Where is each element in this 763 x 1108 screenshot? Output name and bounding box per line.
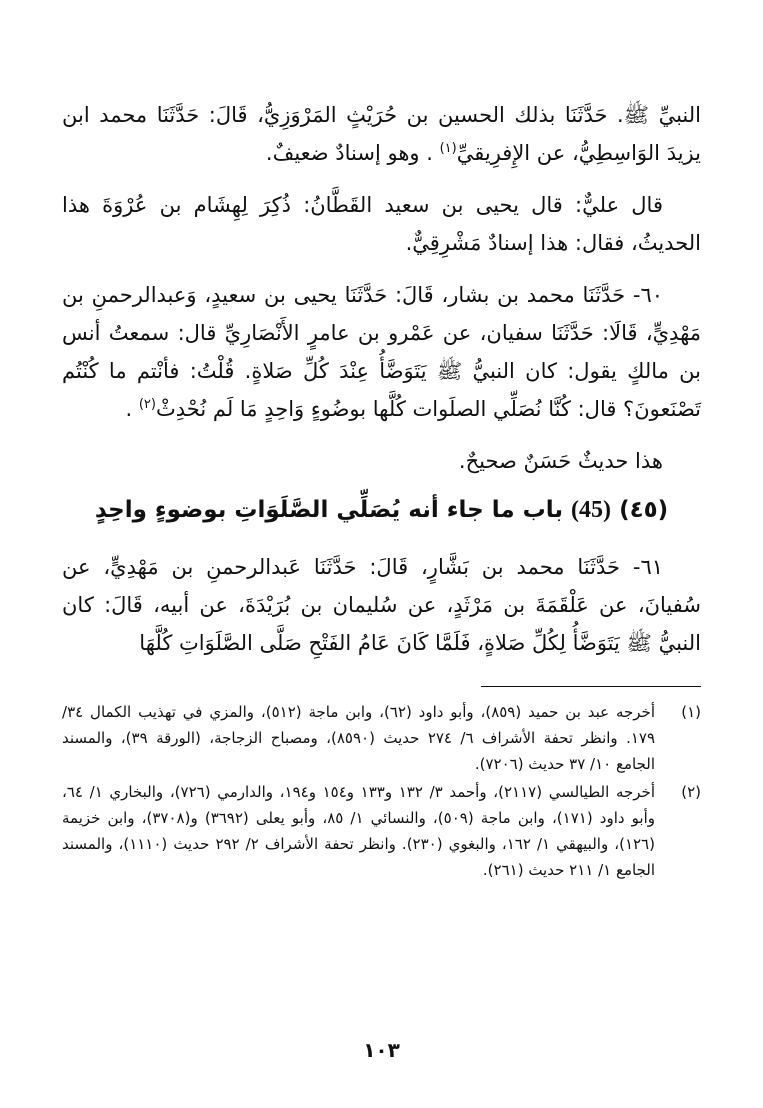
- footnote-ref-1[interactable]: (١): [439, 141, 457, 156]
- chapter-number-latin: (45): [571, 497, 612, 523]
- hadith-grade: هذا حديثٌ حَسَنٌ صحيحٌ.: [458, 449, 663, 473]
- page-number: ١٠٣: [363, 1038, 400, 1062]
- hadith-text: ٦٠- حَدَّثَنَا محمد بن بشار، قَالَ: حَدَّثَنَا يحيى بن سعيدٍ، وَعبدالرحمنِ بن مَهْدِيٍّ، قَالَا: حَدَّثَنَا سفيان، عن عَمْرو بن عامرٍ الأَنْصَارِيِّ قال: سمعتُ أنس بن مالكٍ يقول: كان النبيُّ ﷺ يَتَوَضَّأُ عِنْدَ كُلِّ صَلاةٍ. قُلْتُ: فأنْتم ما كُنْتُم تَصْنَعونَ؟ قال: كُنَّا نُصَلِّي الصلَوات كُلَّها بوضُوءٍ وَاحِدٍ مَا لَم نُحْدِثْ: [62, 283, 701, 421]
- hadith-60: [62, 276, 701, 428]
- paragraph-text-tail: . وهو إسنادٌ ضعيفٌ.: [265, 141, 440, 165]
- footnotes: [62, 699, 701, 883]
- chapter-heading: [62, 490, 701, 530]
- chapter-title: باب ما جاء أنه يُصَلِّي الصَّلَوَاتِ بوضوءٍ واحِدٍ: [94, 497, 564, 523]
- footnote-divider: [481, 686, 701, 687]
- footnote-text: أخرجه الطيالسي (٢١١٧)، وأحمد ٣/ ١٣٢ و١٣٣ و١٥٤ و١٩٤، والدارمي (٧٢٦)، والبخاري ١/ ٦٤، وأبو داود (١٧١)، وابن ماجة (٥٠٩)، والنسائي ١/ ٨٥، وأبو يعلى (٣٦٩٢) و(٣٧٠٨)، وابن خزيمة (١٢٦)، والبيهقي ١/ ١٦٢، والبغوي (٢٣٠). وانظر تحفة الأشراف ٢/ ٢٩٢ حديث (١١١٠)، والمسند الجامع ١/ ٢١١ حديث (٢٦١).: [62, 783, 656, 879]
- footnote-text: أخرجه عبد بن حميد (٨٥٩)، وأبو داود (٦٢)، وابن ماجة (٥١٢)، والمزي في تهذيب الكمال ٣٤/ ١٧٩. وانظر تحفة الأشراف ٦/ ٢٧٤ حديث (٨٥٩٠)، ومصباح الزجاجة، (الورقة ٣٩)، والمسند الجامع ١٠/ ٣٧ حديث (٧٢٠٦).: [62, 703, 656, 773]
- paragraph-text: النبيِّ ﷺ. حَدَّثَنَا بذلك الحسين بن حُرَيْثٍ المَرْوَزِيُّ، قَالَ: حَدَّثَنَا محمد ابن يزيدَ الوَاسِطِيُّ، عن الإِفرِيقيِّ: [62, 103, 701, 165]
- footnote-number: (٢): [681, 783, 701, 801]
- paragraph-chain-continuation: [62, 96, 701, 172]
- hadith-text-tail: .: [125, 397, 139, 421]
- footnote-number: (١): [681, 703, 701, 721]
- footnote: [62, 699, 701, 777]
- footnote: [62, 779, 701, 883]
- book-page: [62, 96, 701, 1108]
- footnote-ref-2[interactable]: (٢): [138, 397, 156, 412]
- hadith-61: ٦١- حَدَّثَنَا محمد بن بَشَّارٍ، قَالَ: حَدَّثَنَا عَبدالرحمنِ بن مَهْدِيٍّ، عن سُفيانَ، عن عَلْقَمَةَ بن مَرْثَدٍ، عن سُليمان بن بُرَيْدَةَ، عن أبيه، قَالَ: كان النبيُّ ﷺ يَتَوَضَّأُ لِكُلِّ صَلاةٍ، فَلَمَّا كَانَ عَامُ الفَتْحِ صَلَّى الصَّلَوَاتِ كُلَّهَا: [62, 555, 701, 655]
- chapter-number-arabic: (٤٥): [619, 497, 669, 523]
- main-text: [62, 96, 701, 662]
- paragraph-ali-comment: قال عليٌّ: قال يحيى بن سعيد القَطَّانُ: ذُكِرَ لِهِشَام بن عُرْوَةَ هذا الحديثُ، فقال: هذا إسنادٌ مَشْرِقِيٌّ.: [62, 193, 701, 255]
